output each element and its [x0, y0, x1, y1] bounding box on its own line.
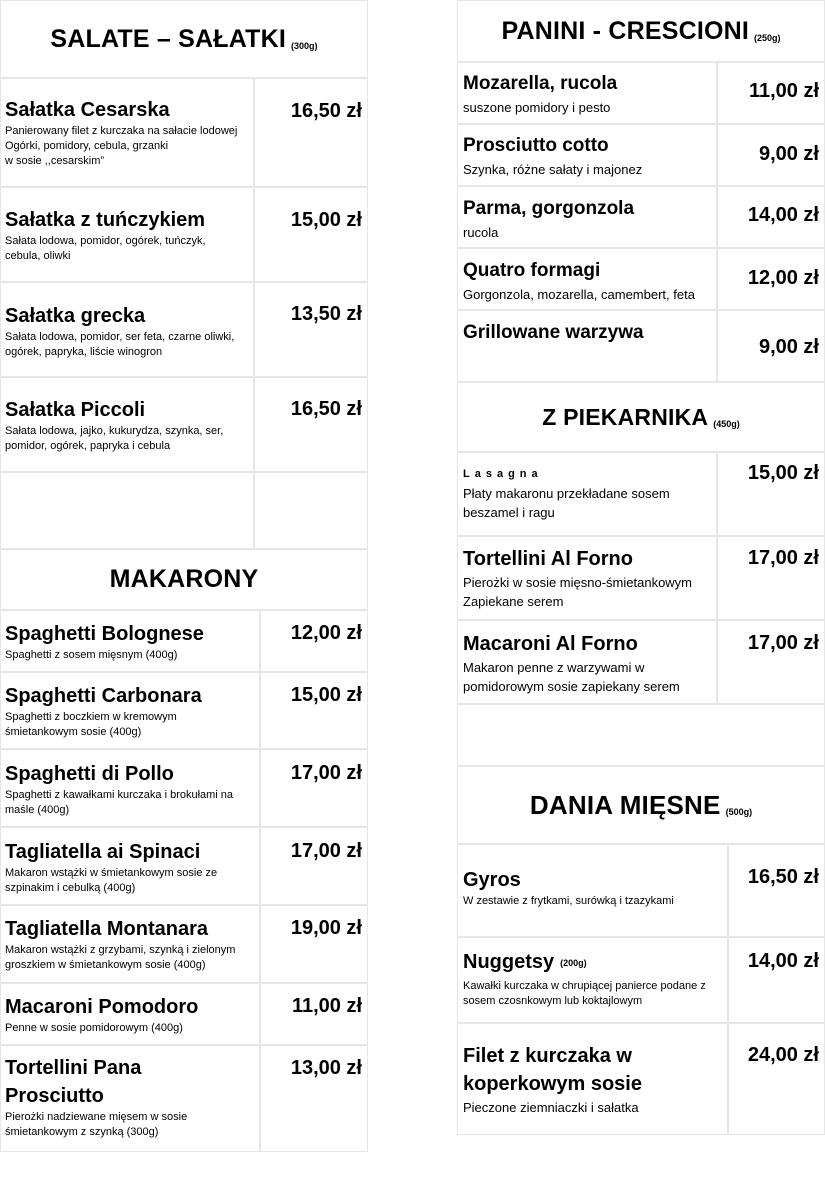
item-name: Tortellini Al Forno [463, 548, 633, 570]
mieso-weight: (500g) [725, 807, 753, 817]
item-price: 11,00 zł [291, 995, 362, 1017]
item-price: 9,00 zł [758, 336, 819, 358]
menu-item [5, 915, 259, 973]
item-price: 17,00 zł [747, 547, 819, 569]
item-description: Makaron penne z warzywami w pomidorowym sosie zapiekany serem [463, 660, 680, 694]
item-description: Gorgonzola, mozarella, camembert, feta [463, 287, 695, 302]
empty-cell [254, 472, 368, 549]
salate-price-cell [254, 282, 368, 377]
makarony-title: MAKARONY [109, 565, 259, 593]
item-description: Sałata lodowa, pomidor, ser feta, czarne oliwki, ogórek, papryka, liście winogron [5, 331, 235, 358]
item-price: 15,00 zł [747, 462, 819, 484]
item-description: Płaty makaronu przekładane sosem beszamel i ragu [463, 486, 670, 520]
item-name: Tagliatella Montanara [5, 918, 209, 940]
menu-item [5, 682, 259, 740]
salate-header [0, 0, 368, 78]
piekarnik-header [457, 382, 825, 452]
item-price: 19,00 zł [290, 917, 362, 939]
menu-item [463, 948, 727, 1009]
item-name: Tagliatella ai Spinaci [5, 841, 201, 863]
item-price: 16,50 zł [290, 100, 362, 122]
menu-item [5, 838, 259, 896]
item-name: Spaghetti di Pollo [5, 763, 174, 785]
item-description: Pierożki w sosie mięsno-śmietankowym Zapiekane serem [463, 575, 693, 609]
item-description: Szynka, różne sałaty i majonez [463, 162, 643, 177]
item-price: 11,00 zł [748, 80, 819, 102]
item-price: 17,00 zł [290, 762, 362, 784]
panini-weight: (250g) [754, 33, 781, 43]
mieso-price-cell [728, 844, 825, 937]
item-name: Parma, gorgonzola [463, 198, 635, 219]
menu-item [463, 545, 717, 611]
item-name: Grillowane warzywa [463, 322, 644, 343]
item-name: Lasagna [463, 468, 543, 480]
item-name: Sałatka z tuńczykiem [5, 209, 206, 231]
item-name: Sałatka Piccoli [5, 399, 146, 421]
empty-cell [457, 704, 825, 766]
item-name: Macaroni Pomodoro [5, 996, 199, 1018]
salate-price-cell [254, 78, 368, 187]
item-description: Makaron wstążki w śmietankowym sosie ze szpinakim i cebulką (400g) [5, 867, 218, 894]
panini-title: PANINI - CRESCIONI [501, 16, 750, 45]
item-description: Makaron wstążki z grzybami, szynką i zielonym groszkiem w śmietankowym sosie (400g) [5, 944, 236, 971]
item-price: 12,00 zł [747, 267, 819, 289]
menu-item [5, 96, 253, 169]
menu-item [5, 760, 259, 818]
menu-item [5, 302, 253, 360]
menu-item [5, 993, 259, 1036]
salate-weight: (300g) [291, 41, 318, 51]
item-name: Sałatka Cesarska [5, 99, 170, 121]
empty-cell [0, 472, 254, 549]
salate-price-cell [254, 187, 368, 282]
makarony-price-cell [260, 827, 368, 905]
menu-item [463, 70, 717, 117]
item-description: Spaghetti z kawałkami kurczaka i brokułami na maśle (400g) [5, 789, 234, 816]
item-description: rucola [463, 225, 499, 240]
item-description: Panierowany filet z kurczaka na sałacie lodowej Ogórki, pomidory, cebula, grzanki w sosie ,,cesarskim” [5, 125, 238, 167]
item-price: 9,00 zł [758, 143, 819, 165]
makarony-header [0, 549, 368, 610]
piekarnik-title: Z PIEKARNIKA [542, 403, 709, 430]
item-price: 17,00 zł [290, 840, 362, 862]
item-description: Penne w sosie pomidorowym (400g) [5, 1022, 183, 1034]
item-name: Mozarella, rucola [463, 73, 618, 94]
item-price: 15,00 zł [290, 209, 362, 231]
item-description: Sałata lodowa, pomidor, ogórek, tuńczyk, cebula, oliwki [5, 235, 206, 262]
item-description: W zestawie z frytkami, surówką i tzazykami [463, 895, 674, 907]
salate-price-cell [254, 377, 368, 472]
item-name: Spaghetti Carbonara [5, 685, 202, 707]
item-price: 16,50 zł [747, 866, 819, 888]
item-price: 14,00 zł [747, 950, 819, 972]
item-name: Sałatka grecka [5, 305, 146, 327]
item-price: 24,00 zł [747, 1044, 819, 1066]
mieso-header [457, 766, 825, 844]
item-name: Macaroni Al Forno [463, 633, 638, 655]
menu-item [463, 132, 717, 179]
item-description: suszone pomidory i pesto [463, 100, 611, 115]
menu-item [5, 206, 253, 264]
menu-item [463, 630, 717, 696]
panini-header [457, 0, 825, 62]
menu-item [463, 195, 717, 242]
item-name: Nuggetsy [463, 951, 555, 973]
item-weight: (200g) [560, 958, 587, 968]
item-price: 12,00 zł [290, 622, 362, 644]
item-name: Spaghetti Bolognese [5, 623, 204, 645]
item-name: Filet z kurczaka w koperkowym sosie [463, 1045, 642, 1095]
item-description: Pieczone ziemniaczki i sałatka [463, 1100, 639, 1115]
item-description: Spaghetti z boczkiem w kremowym śmietankowym sosie (400g) [5, 711, 177, 738]
item-description: Sałata lodowa, jajko, kukurydza, szynka, ser, pomidor, ogórek, papryka i cebula [5, 425, 224, 452]
piekarnik-weight: (450g) [713, 419, 740, 429]
item-price: 16,50 zł [290, 398, 362, 420]
mieso-title: DANIA MIĘSNE [529, 789, 721, 820]
item-price: 13,00 zł [290, 1057, 362, 1079]
menu-item [5, 396, 253, 454]
item-price: 14,00 zł [747, 204, 819, 226]
menu-item [463, 866, 727, 909]
item-description: Spaghetti z sosem mięsnym (400g) [5, 649, 178, 661]
item-description: Kawałki kurczaka w chrupiącej panierce podane z sosem czosnkowym lub koktajlowym [463, 980, 706, 1007]
mieso-price-cell [728, 1023, 825, 1135]
item-price: 13,50 zł [290, 303, 362, 325]
item-description: Pierożki nadziewane mięsem w sosie śmietankowym z szynką (300g) [5, 1111, 188, 1138]
menu-item [463, 257, 717, 304]
menu-item [463, 1042, 727, 1117]
menu-item [5, 620, 259, 663]
makarony-price-cell [260, 749, 368, 827]
item-name: Tortellini Pana Prosciutto [5, 1057, 142, 1107]
menu-item [463, 468, 717, 522]
menu-item [463, 319, 717, 347]
item-price: 15,00 zł [290, 684, 362, 706]
menu-item [5, 1054, 259, 1140]
item-name: Gyros [463, 869, 521, 891]
salate-title: SALATE – SAŁATKI [50, 24, 287, 53]
item-name: Quatro formagi [463, 260, 601, 281]
item-name: Prosciutto cotto [463, 135, 609, 156]
item-price: 17,00 zł [747, 632, 819, 654]
